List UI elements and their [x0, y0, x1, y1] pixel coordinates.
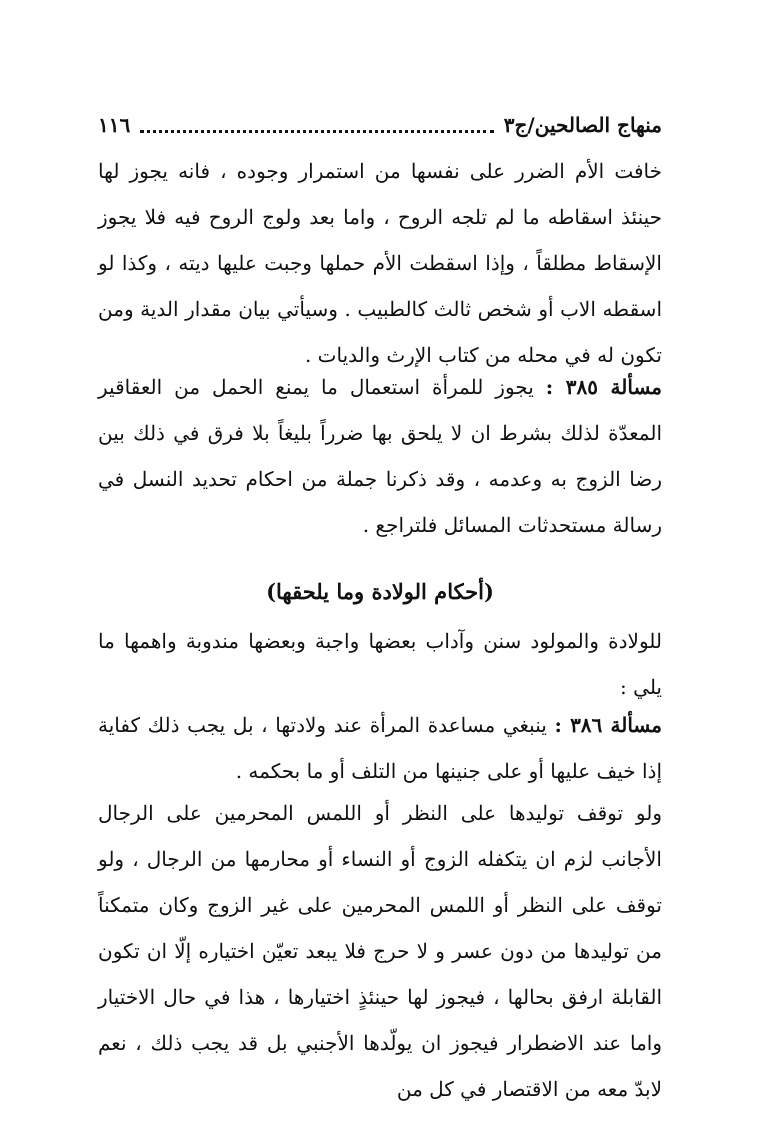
- masala-386-label: مسألة ٣٨٦ :: [554, 713, 662, 737]
- book-title: منهاج الصالحين/ج٣: [503, 113, 662, 137]
- page-number: ١١٦: [98, 113, 131, 137]
- masala-385-label: مسألة ٣٨٥ :: [545, 375, 662, 399]
- masala-386-text: ينبغي مساعدة المرأة عند ولادتها ، بل يجب ذلك كفاية إذا خيف عليها أو على جنينها من التلف أو ما بحكمه .: [98, 713, 662, 783]
- running-header: [98, 105, 662, 145]
- paragraph-midwifery: ولو توقف توليدها على النظر أو اللمس المحرمين على الرجال الأجانب لزم ان يتكفله الزوج أو النساء أو محارمها من الرجال ، ولو توقف على النظر أو اللمس المحرمين على غير الزوج وكان متمكناً من توليدها من دون عسر و لا حرج فلا يبعد تعيّن اختياره إلّا ان تكون القابلة ارفق بحالها ، فيجوز لها حينئذٍ اختيارها ، هذا في حال الاختيار واما عند الاضطرار فيجوز ان يولّدها الأجنبي بل قد يجب ذلك ، نعم لابدّ معه من الاقتصار في كل من: [98, 801, 662, 1101]
- masala-385-text: يجوز للمرأة استعمال ما يمنع الحمل من العقاقير المعدّة لذلك بشرط ان لا يلحق بها ضرراً بليغاً بلا فرق في ذلك بين رضا الزوج به وعدمه ، وقد ذكرنا جملة من احكام تحديد النسل في رسالة مستحدثات المسائل فلتراجع .: [98, 375, 662, 537]
- paragraph-continuation: خافت الأم الضرر على نفسها من استمرار وجوده ، فانه يجوز لها حينئذ اسقاطه ما لم تلجه الروح ، واما بعد ولوج الروح فيه فلا يجوز الإسقاط مطلقاً ، وإذا اسقطت الأم حملها وجبت عليها ديته ، وكذا لو اسقطه الاب أو شخص ثالث كالطبيب . وسيأتي بيان مقدار الدية ومن تكون له في محله من كتاب الإرث والديات .: [98, 159, 663, 367]
- section-intro: للولادة والمولود سنن وآداب بعضها واجبة وبعضها مندوبة واهمها ما يلي :: [98, 629, 662, 699]
- masala-385: [98, 364, 662, 548]
- masala-386: [98, 702, 662, 794]
- header-leader-dots: [140, 130, 494, 133]
- section-heading: (أحكام الولادة وما يلحقها): [266, 579, 494, 604]
